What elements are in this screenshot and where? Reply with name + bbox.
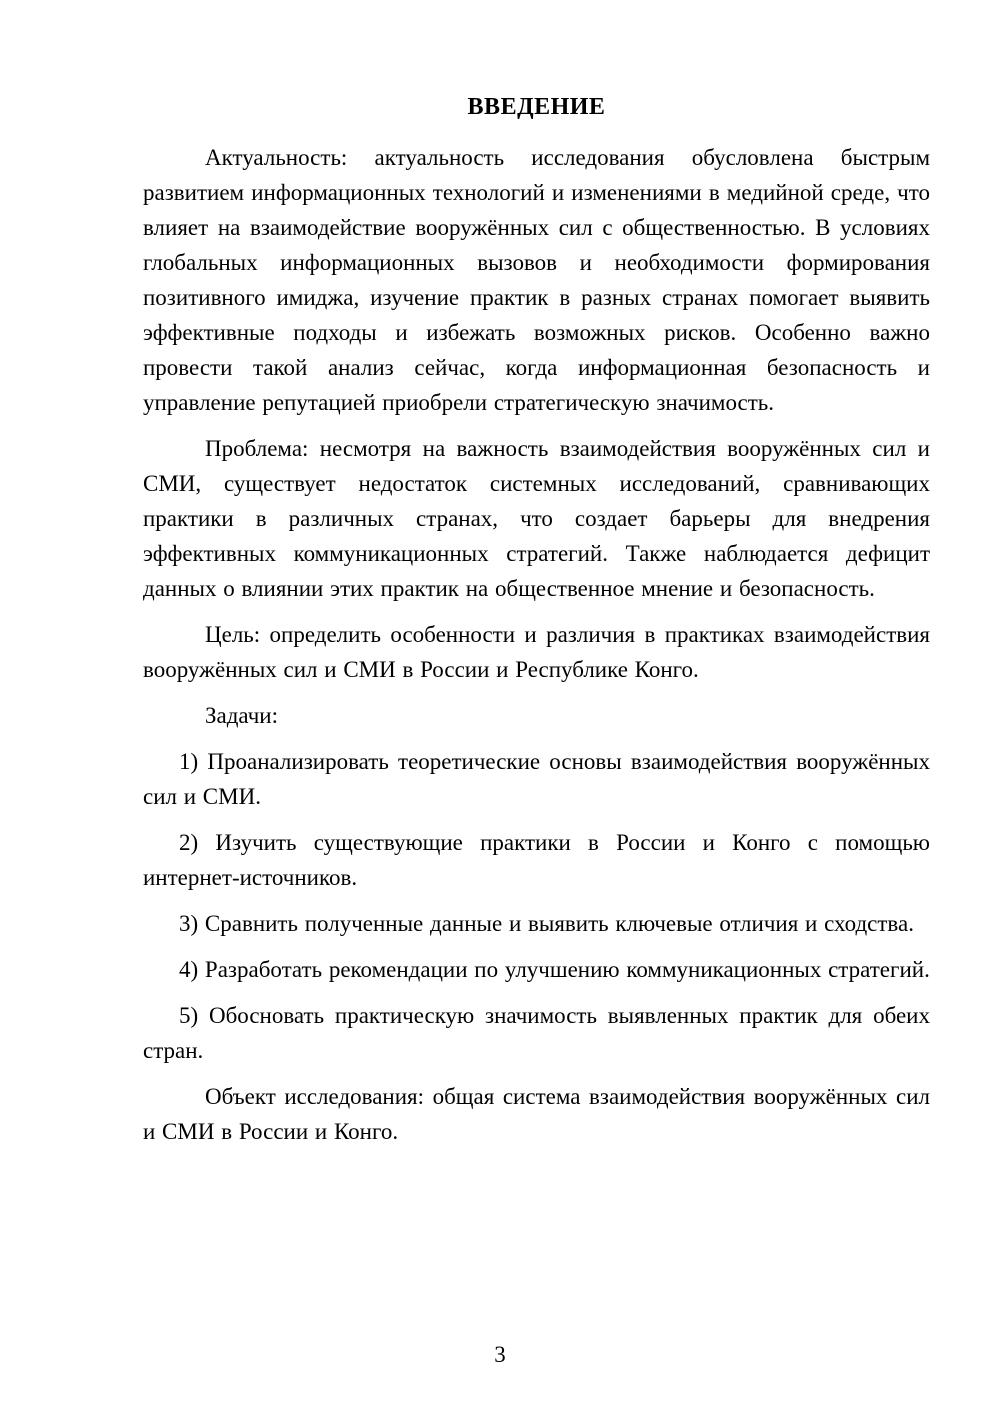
paragraph-goal: Цель: определить особенности и различия в практиках взаимодействия вооружённых сил и СМИ в России и Республике Конго. [143,622,930,682]
task-item-4: 4) Разработать рекомендации по улучшению коммуникационных стратегий. [179,957,930,982]
paragraph-research-object: Объект исследования: общая система взаимодействия вооружённых сил и СМИ в России и Конго. [143,1084,930,1144]
section-title: ВВЕДЕНИЕ [467,94,606,120]
page-content [143,92,930,1160]
page-number: 3 [494,1342,506,1367]
task-item-2: 2) Изучить существующие практики в России и Конго с помощью интернет-источников. [143,830,930,890]
task-item-1: 1) Проанализировать теоретические основы взаимодействия вооружённых сил и СМИ. [143,749,930,809]
task-item-3: 3) Сравнить полученные данные и выявить ключевые отличия и сходства. [179,911,914,936]
paragraph-tasks-heading: Задачи: [205,703,278,728]
paragraph-problem: Проблема: несмотря на важность взаимодействия вооружённых сил и СМИ, существует недостаток системных исследований, сравнивающих практики в различных странах, что создает барьеры для внедрения эффективных коммуникационных стратегий. Также наблюдается дефицит данных о влиянии этих практик на общественное мнение и безопасность. [143,436,930,601]
paragraph-relevance: Актуальность: актуальность исследования обусловлена быстрым развитием информационных технологий и изменениями в медийной среде, что влияет на взаимодействие вооружённых сил с общественностью. В условиях глобальных информационных вызовов и необходимости формирования позитивного имиджа, изучение практик в разных странах помогает выявить эффективные подходы и избежать возможных рисков. Особенно важно провести такой анализ сейчас, когда информационная безопасность и управление репутацией приобрели стратегическую значимость. [143,145,930,415]
task-item-5: 5) Обосновать практическую значимость выявленных практик для обеих стран. [143,1003,930,1063]
